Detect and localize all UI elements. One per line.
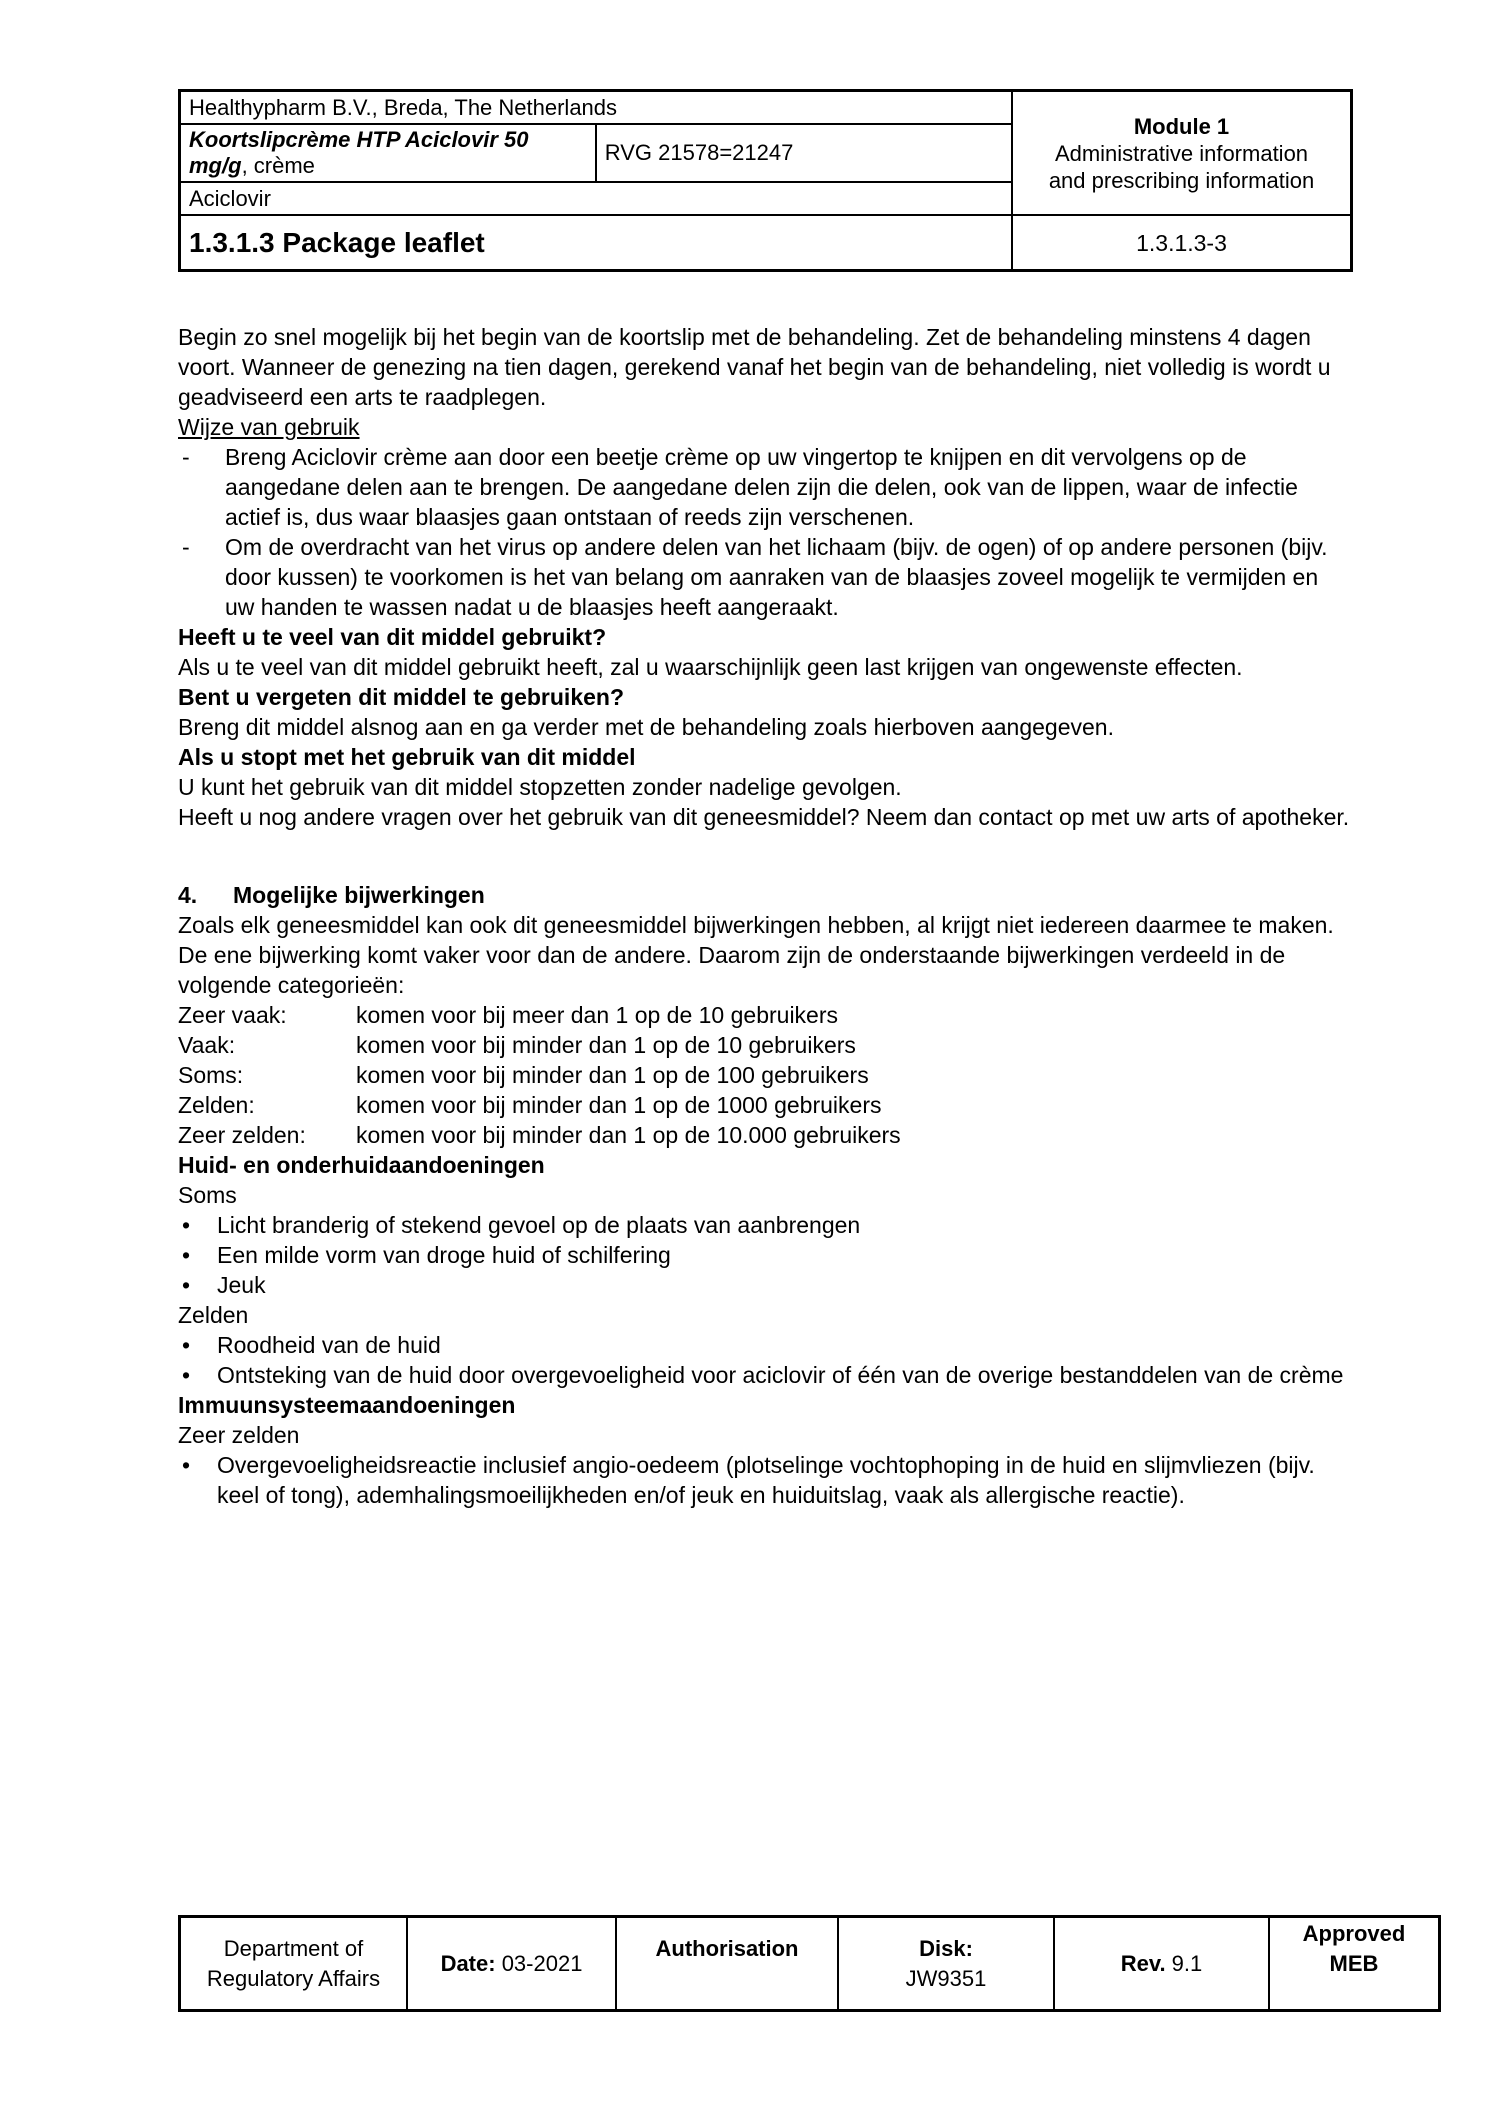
footer-approved: Approved MEB [1269,1917,1440,2011]
frequency-row [178,1000,1350,1030]
immune-label: Zeer zelden [178,1422,300,1448]
module-line3: and prescribing information [1048,167,1315,193]
intro-paragraph: Begin zo snel mogelijk bij het begin van de koortslip met de behandeling. Zet de behandeling minstens 4 dagen voort. Wanneer de genezing na tien dagen, gerekend vanaf het begin van de behandeling, niet volledig is wordt u geadviseerd een arts te raadplegen. [178,324,1331,410]
dash-marker: - [182,444,190,470]
frequency-row [178,1060,1350,1090]
frequency-definition: komen voor bij minder dan 1 op de 1000 gebruikers [356,1092,882,1118]
skin-soms-item-text: Een milde vorm van droge huid of schilfering [217,1242,671,1268]
immune-item [178,1450,1350,1510]
skin-zelden-item-text: Roodheid van de huid [217,1332,441,1358]
bullet-icon: • [182,1272,191,1298]
stop-text: U kunt het gebruik van dit middel stopzetten zonder nadelige gevolgen. [178,774,902,800]
bullet-icon: • [182,1242,191,1268]
skin-soms-item [178,1270,1350,1300]
frequency-label: Soms: [178,1062,244,1088]
bullet-icon: • [182,1452,191,1478]
side-effects-intro2: De ene bijwerking komt vaker voor dan de andere. Daarom zijn de onderstaande bijwerkingen verdeeld in de volgende categorieën: [178,942,1286,998]
frequency-label: Zelden: [178,1092,255,1118]
footer-disk: Disk: JW9351 [838,1917,1054,2011]
usage-item-text: Om de overdracht van het virus op andere delen van het lichaam (bijv. de ogen) of op andere personen (bijv. door kussen) te voorkomen is het van belang om aanraken van de blaasjes zoveel mogelijk te vermijden en uw handen te wassen nadat u de blaasjes heeft aangeraakt. [225,534,1328,620]
leaflet-body [178,322,1350,1510]
frequency-label: Zeer vaak: [178,1002,287,1028]
stop-heading: Als u stopt met het gebruik van dit middel [178,744,636,770]
section4-heading [178,880,1350,910]
footer-authorisation: Authorisation [616,1917,838,2011]
usage-heading: Wijze van gebruik [178,414,360,440]
skin-zelden-item-text: Ontsteking van de huid door overgevoeligheid voor aciclovir of één van de overige bestanddelen van de crème [217,1362,1344,1388]
overdose-text: Als u te veel van dit middel gebruikt heeft, zal u waarschijnlijk geen last krijgen van ongewenste effecten. [178,654,1243,680]
dash-marker: - [182,534,190,560]
skin-zelden-item [178,1330,1350,1360]
substance-name: Aciclovir [180,182,1013,215]
skin-soms-item-text: Licht branderig of stekend gevoel op de plaats van aanbrengen [217,1212,861,1238]
usage-item [178,532,1350,622]
section-page-number: 1.3.1.3-3 [1012,215,1352,271]
frequency-row [178,1030,1350,1060]
overdose-heading: Heeft u te veel van dit middel gebruikt? [178,624,607,650]
skin-soms-label: Soms [178,1182,237,1208]
questions-paragraph: Heeft u nog andere vragen over het gebruik van dit geneesmiddel? Neem dan contact op met uw arts of apotheker. [178,804,1350,830]
module-line2: Administrative information [1054,140,1309,166]
frequency-label: Zeer zelden: [178,1122,306,1148]
section4-title: Mogelijke bijwerkingen [233,882,485,908]
section-title-bar: 1.3.1.3 Package leaflet [180,215,1013,271]
footer-date: Date: 03-2021 [407,1917,616,2011]
skin-soms-item-text: Jeuk [217,1272,266,1298]
footer-table [178,1915,1441,2012]
frequency-label: Vaak: [178,1032,236,1058]
footer-department: Department of Regulatory Affairs [180,1917,408,2011]
module-cell [1012,91,1352,216]
frequency-definition: komen voor bij minder dan 1 op de 10.000 gebruikers [356,1122,901,1148]
rvg-number: RVG 21578=21247 [596,124,1012,182]
forgotten-text: Breng dit middel alsnog aan en ga verder met de behandeling zoals hierboven aangegeven. [178,714,1114,740]
frequency-definition: komen voor bij meer dan 1 op de 10 gebruikers [356,1002,839,1028]
skin-soms-item [178,1210,1350,1240]
header-table [178,89,1353,272]
footer-rev: Rev. 9.1 [1054,1917,1269,2011]
bullet-icon: • [182,1332,191,1358]
section4-number: 4. [178,882,198,908]
frequency-row [178,1120,1350,1150]
frequency-row [178,1090,1350,1120]
forgotten-heading: Bent u vergeten dit middel te gebruiken? [178,684,625,710]
immune-heading: Immuunsysteemaandoeningen [178,1392,516,1418]
skin-soms-item [178,1240,1350,1270]
bullet-icon: • [182,1362,191,1388]
frequency-definition: komen voor bij minder dan 1 op de 10 gebruikers [356,1032,856,1058]
frequency-definition: komen voor bij minder dan 1 op de 100 gebruikers [356,1062,869,1088]
bullet-icon: • [182,1212,191,1238]
module-title: Module 1 [1133,113,1230,139]
product-name: Koortslipcrème HTP Aciclovir 50 mg/g, crème [180,124,596,182]
company-name: Healthypharm B.V., Breda, The Netherlands [180,91,1013,125]
skin-zelden-item [178,1360,1350,1390]
side-effects-intro1: Zoals elk geneesmiddel kan ook dit geneesmiddel bijwerkingen hebben, al krijgt niet iedereen daarmee te maken. [178,912,1334,938]
usage-item [178,442,1350,532]
skin-heading: Huid- en onderhuidaandoeningen [178,1152,545,1178]
immune-item-text: Overgevoeligheidsreactie inclusief angio-oedeem (plotselinge vochtophoping in de huid en slijmvliezen (bijv. keel of tong), ademhalingsmoeilijkheden en/of jeuk en huiduitslag, vaak als allergische reactie). [217,1452,1315,1508]
skin-zelden-label: Zelden [178,1302,249,1328]
usage-item-text: Breng Aciclovir crème aan door een beetje crème op uw vingertop te knijpen en dit vervolgens op de aangedane delen aan te brengen. De aangedane delen zijn die delen, ook van de lippen, waar de infectie actief is, dus waar blaasjes gaan ontstaan of reeds zijn verschenen. [225,444,1298,530]
